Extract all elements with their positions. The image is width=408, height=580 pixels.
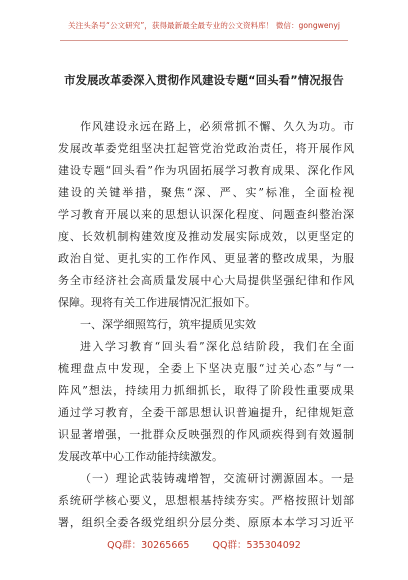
- footer-qq-group-1: QQ群：30265665: [107, 540, 190, 551]
- paragraph-line: 梳理盘点中发现，全委上下坚决克服“过关心态”与“一: [58, 362, 354, 375]
- page-header: 关注头条号“公文研究”，获得最新最全最专业的公文资料库！ 微信：gongwenyj: [68, 21, 340, 30]
- intro-paragraph: [58, 116, 354, 314]
- paragraph-line: 阵风”想法，持续用力抓细抓长，取得了阶段性重要成果: [58, 384, 354, 397]
- paragraph-line: 保障。现将有关工作进展情况汇报如下。: [58, 296, 256, 309]
- paragraph-line: 政治自觉、更扎实的工作作风、更显著的整改成果，为服: [58, 252, 354, 265]
- header-divider: [60, 40, 348, 41]
- paragraph-line: 进入学习教育“回头看”深化总结阶段，我们在全面: [80, 340, 354, 353]
- paragraph-line: 署，组织全委各级党组织分层分类、原原本本学习习近平: [58, 516, 354, 529]
- footer-qq-group-2: QQ群：535304092: [212, 540, 301, 551]
- paragraph-line: 发展改革委党组坚决扛起管党治党政治责任，将开展作风: [58, 142, 354, 155]
- paragraph-line: 发展改革中心工作动能持续激发。: [58, 450, 223, 463]
- section-1: [58, 314, 354, 468]
- paragraph-line: 系统研学核心要义，思想根基持续夯实。严格按照计划部: [58, 494, 354, 507]
- paragraph-line: 建设的关键举措，聚焦“深、严、实”标准，全面检视: [58, 186, 354, 199]
- paragraph-line: 学习教育开展以来的思想认识深化程度、问题查纠整治深: [58, 208, 354, 221]
- paragraph-line: 建设专题“回头看”作为巩固拓展学习教育成果、深化作风: [58, 164, 354, 177]
- document-title: 市发展改革委深入贯彻作风建设专题“回头看”情况报告: [64, 74, 344, 87]
- paragraph-line: 作风建设永远在路上，必须常抓不懈、久久为功。市: [80, 120, 354, 133]
- subsection-1: [58, 468, 354, 534]
- paragraph-line: （一）理论武装铸魂增智，交流研讨溯源固本。一是: [80, 472, 354, 485]
- page-footer: [0, 537, 408, 551]
- paragraph-line: 通过学习教育，全委干部思想认识普遍提升，纪律规矩意: [58, 406, 354, 419]
- paragraph-line: 识显著增强，一批群众反映强烈的作风顽疾得到有效遏制: [58, 428, 354, 441]
- paragraph-line: 务全市经济社会高质量发展中心大局提供坚强纪律和作风: [58, 274, 354, 287]
- section-heading: 一、深学细照笃行，筑牢提质见实效: [80, 318, 256, 331]
- paragraph-line: 度、长效机制构建效度及推动发展实际成效，以更坚定的: [58, 230, 354, 243]
